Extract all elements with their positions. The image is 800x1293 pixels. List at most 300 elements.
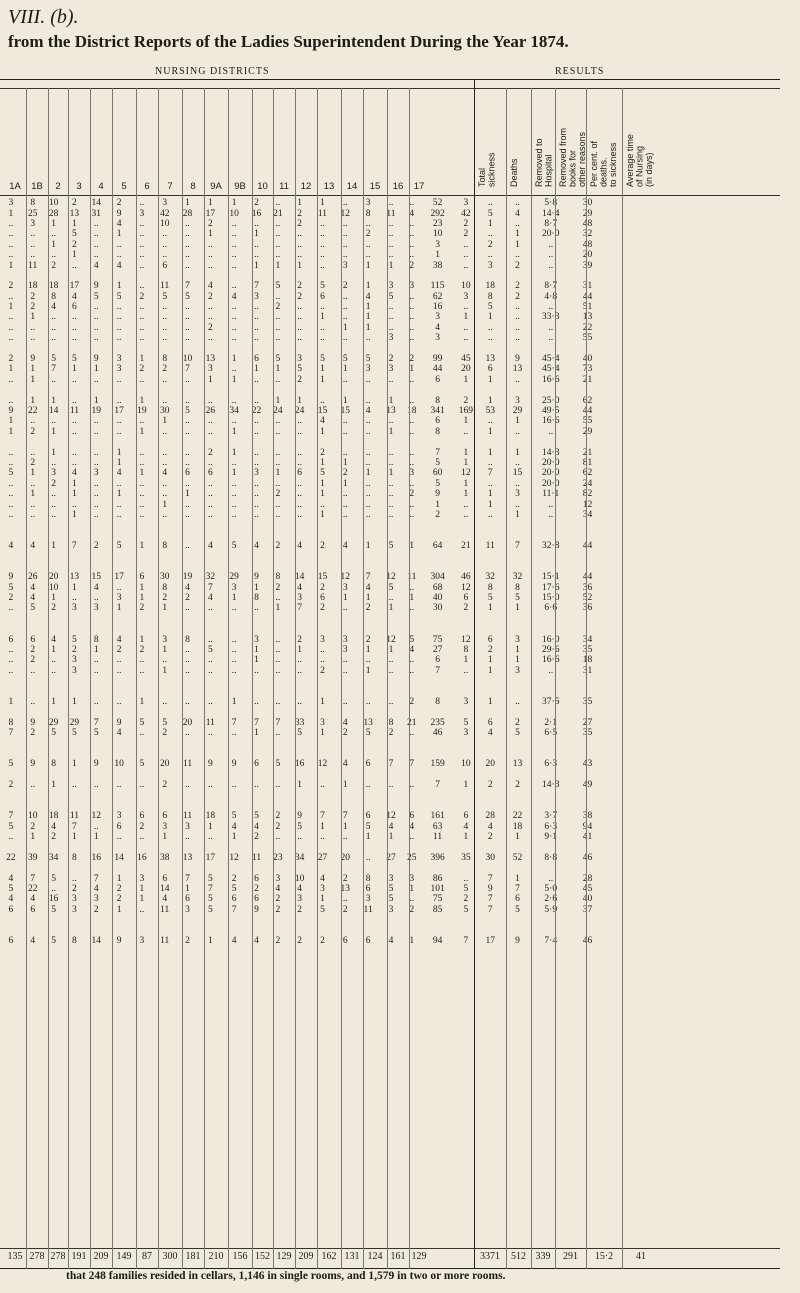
table-cell [222, 863, 246, 873]
table-cell: .. [185, 780, 190, 791]
table-cell: 6·3 [544, 759, 558, 770]
table-cell [131, 842, 153, 852]
table-cell [85, 551, 107, 561]
table-cell: 1 [162, 603, 168, 614]
table-cell: 6 [487, 717, 493, 728]
table-cell: .. [275, 374, 281, 385]
table-cell [222, 551, 246, 561]
table-cell [569, 738, 607, 748]
table-cell [222, 749, 246, 759]
table-cell: 6 [231, 894, 237, 905]
table-cell: .. [139, 322, 145, 333]
table-cell: .. [365, 457, 371, 468]
table-cell: 7 [275, 717, 281, 728]
table-cell: .. [409, 333, 415, 344]
table-cell: .. [275, 291, 281, 302]
table-cell: 8 [435, 426, 440, 437]
table-cell: 28 [182, 208, 193, 219]
table-cell: 3 [162, 821, 168, 832]
table-cell: .. [275, 239, 281, 250]
table-cell: .. [515, 457, 520, 468]
table-cell: 4 [388, 935, 394, 946]
table-cell: .. [51, 374, 56, 385]
table-cell: 1 [139, 696, 145, 707]
table-cell: 6 [162, 811, 168, 822]
table-cell: 1 [409, 883, 415, 894]
table-cell: 6·5 [544, 728, 558, 739]
table-cell: 82 [582, 489, 593, 500]
table-cell [64, 437, 86, 447]
table-cell: .. [72, 416, 77, 427]
table-cell [44, 842, 64, 852]
table-cell: .. [463, 302, 469, 313]
table-cell [569, 676, 607, 686]
table-cell: 5 [365, 821, 371, 832]
table-cell: 1 [93, 395, 99, 406]
table-cell [356, 790, 380, 800]
table-cell: 3 [139, 935, 145, 946]
table-cell [289, 863, 311, 873]
table-cell [422, 624, 454, 634]
table-cell: 16·6 [542, 655, 560, 666]
table-cell [153, 614, 177, 624]
table-cell: 2·6 [544, 894, 558, 905]
table-cell: .. [365, 655, 371, 666]
table-cell: 13 [582, 312, 593, 323]
table-cell: 25·0 [542, 395, 560, 406]
total-cell: 300 [162, 1251, 178, 1262]
table-cell: 11 [205, 717, 215, 728]
table-cell: 11 [160, 904, 170, 915]
table-cell: 48 [582, 218, 593, 229]
table-row [0, 499, 648, 509]
table-cell: .. [8, 457, 14, 468]
spacer-row [0, 801, 648, 811]
table-cell: .. [207, 499, 213, 510]
table-cell [380, 551, 402, 561]
table-cell: .. [185, 239, 190, 250]
table-cell: .. [365, 416, 371, 427]
table-cell: .. [388, 665, 394, 676]
table-cell: .. [297, 333, 303, 344]
table-cell: .. [275, 655, 281, 666]
table-cell: 4 [116, 468, 122, 479]
table-cell: 49·5 [542, 406, 560, 416]
district-header: 11 [279, 181, 289, 192]
table-cell: 2 [207, 218, 213, 229]
table-cell: 7 [409, 759, 415, 770]
table-cell: 3 [388, 873, 394, 884]
table-cell: .. [93, 302, 99, 313]
column-rule [228, 88, 229, 1269]
table-cell [44, 437, 64, 447]
table-cell: .. [116, 499, 122, 510]
table-cell: 1 [463, 780, 469, 791]
table-row [0, 302, 648, 312]
table-cell [422, 343, 454, 353]
table-cell: .. [342, 229, 348, 240]
results-section-heading: RESULTS [555, 66, 605, 77]
table-cell: 6 [487, 634, 493, 645]
table-cell: 1 [388, 603, 394, 614]
table-cell [246, 437, 267, 447]
table-cell: 1 [116, 873, 122, 884]
table-cell: .. [116, 655, 122, 666]
table-cell: .. [51, 333, 56, 344]
table-cell: 2 [463, 229, 469, 240]
table-cell: 6 [185, 894, 190, 905]
table-cell [533, 915, 569, 925]
table-cell: 7 [487, 894, 493, 905]
table-cell [478, 686, 502, 696]
table-cell: .. [116, 832, 122, 843]
table-cell: 11 [485, 541, 495, 552]
table-cell: 20 [582, 250, 593, 261]
table-cell: 19 [182, 572, 193, 583]
table-cell: 115 [430, 281, 445, 292]
table-cell: 2 [139, 291, 145, 302]
table-cell: .. [515, 696, 520, 707]
table-cell [64, 531, 86, 541]
spacer-row [0, 738, 648, 748]
table-cell: 29 [582, 426, 593, 437]
table-cell: 161 [430, 811, 445, 822]
table-cell: 1 [51, 780, 56, 791]
table-cell: .. [30, 322, 36, 333]
table-cell [246, 271, 267, 281]
table-cell: 4 [409, 208, 415, 219]
table-cell: 2 [30, 644, 36, 655]
table-cell: 1 [30, 364, 36, 375]
table-cell: 15 [91, 572, 101, 583]
table-cell [153, 343, 177, 353]
table-cell: 6 [254, 759, 259, 770]
result-header: Per cent. of deaths. to sickness [589, 140, 618, 187]
table-cell: 2 [254, 198, 259, 209]
footnote: that 248 families resided in cellars, 1,146 in single rooms, and 1,579 in two or more rooms. [66, 1270, 506, 1282]
table-cell [0, 915, 22, 925]
district-header: 5 [121, 181, 127, 192]
table-cell: 14 [48, 406, 59, 416]
table-cell: .. [254, 499, 259, 510]
table-cell [478, 863, 502, 873]
table-cell [334, 686, 356, 696]
district-header: 3 [76, 181, 82, 192]
table-cell: 1 [93, 832, 99, 843]
table-cell: 1 [72, 759, 77, 770]
table-cell: 52 [582, 593, 593, 604]
table-cell: .. [231, 728, 237, 739]
table-cell: 20 [182, 717, 193, 728]
table-cell: 34 [582, 509, 593, 520]
table-cell [246, 562, 267, 572]
table-cell: .. [254, 395, 259, 406]
table-cell [453, 520, 478, 530]
table-cell: 4 [365, 406, 371, 416]
table-cell [334, 562, 356, 572]
table-cell: .. [388, 780, 394, 791]
table-cell: 3 [116, 593, 122, 604]
table-cell: 4 [254, 541, 259, 552]
table-cell: 2 [342, 728, 348, 739]
table-cell [422, 520, 454, 530]
table-cell: .. [185, 312, 190, 323]
table-cell [311, 801, 335, 811]
table-cell: 30 [432, 603, 443, 614]
table-cell [267, 769, 289, 779]
table-cell: 2 [487, 239, 493, 250]
table-row [0, 821, 648, 831]
table-cell [131, 551, 153, 561]
table-cell [222, 769, 246, 779]
table-cell: 9 [435, 489, 440, 500]
table-cell [64, 624, 86, 634]
table-cell: 73 [582, 364, 593, 375]
table-cell: 1 [231, 374, 237, 385]
table-cell: .. [342, 291, 348, 302]
table-cell: 17 [205, 852, 216, 863]
table-cell: 1 [515, 239, 520, 250]
table-cell: .. [548, 322, 554, 333]
table-cell: 2 [275, 489, 281, 500]
table-row [0, 541, 648, 551]
table-cell: .. [72, 593, 77, 604]
spacer-row [0, 925, 648, 935]
table-cell: 13 [182, 852, 193, 863]
table-cell: .. [297, 426, 303, 437]
table-cell [453, 676, 478, 686]
table-cell: 32 [512, 572, 523, 583]
table-cell: 5 [275, 759, 281, 770]
table-cell [107, 385, 131, 395]
table-cell [422, 863, 454, 873]
table-cell: 2 [515, 260, 520, 271]
table-cell: .. [297, 665, 303, 676]
table-cell: 2 [463, 395, 469, 406]
table-cell [222, 624, 246, 634]
district-header: 2 [55, 181, 61, 192]
table-cell [177, 343, 199, 353]
table-cell [222, 686, 246, 696]
table-cell: 8 [8, 717, 14, 728]
table-cell: 1 [342, 322, 348, 333]
table-row [0, 198, 648, 208]
table-cell: .. [275, 780, 281, 791]
table-cell [222, 520, 246, 530]
table-cell [222, 614, 246, 624]
table-cell: .. [275, 728, 281, 739]
table-cell [107, 925, 131, 935]
table-cell: .. [207, 250, 213, 261]
table-cell [267, 686, 289, 696]
table-cell [64, 801, 86, 811]
table-cell: .. [207, 302, 213, 313]
table-cell: .. [254, 457, 259, 468]
table-cell: 1 [51, 696, 56, 707]
table-cell: .. [185, 696, 190, 707]
table-cell: 12 [582, 499, 593, 510]
table-cell: .. [548, 665, 554, 676]
table-cell [0, 769, 22, 779]
table-cell: 2 [320, 665, 325, 676]
table-cell: 5·9 [544, 904, 558, 915]
table-cell: .. [320, 229, 325, 240]
table-cell: .. [72, 447, 77, 458]
table-row [0, 697, 648, 707]
district-header: 17 [413, 181, 425, 192]
table-cell [356, 707, 380, 717]
table-cell: .. [116, 302, 122, 313]
table-cell: 3 [297, 593, 303, 604]
table-cell [246, 738, 267, 748]
table-cell: 6 [365, 935, 371, 946]
table-cell: .. [207, 457, 213, 468]
table-cell: .. [388, 499, 394, 510]
table-cell: 5 [207, 873, 213, 884]
table-cell: 4 [231, 821, 237, 832]
table-cell [380, 769, 402, 779]
table-cell: 5 [231, 541, 237, 552]
column-rule [531, 88, 532, 1269]
table-cell: 40 [582, 894, 593, 905]
table-cell: 1 [409, 364, 415, 375]
table-cell: 3 [365, 364, 371, 375]
table-cell: .. [185, 728, 190, 739]
table-cell: 12 [229, 852, 239, 863]
table-cell: .. [30, 229, 36, 240]
table-cell: .. [409, 832, 415, 843]
table-cell: 2 [342, 468, 348, 479]
table-cell [402, 925, 422, 935]
table-cell: 341 [430, 406, 445, 416]
table-cell [246, 915, 267, 925]
table-cell: 4 [320, 873, 325, 884]
table-cell [422, 707, 454, 717]
table-cell: 1 [51, 239, 56, 250]
spacer-row [0, 686, 648, 696]
table-cell [131, 925, 153, 935]
table-cell: 6 [435, 655, 440, 666]
table-cell: 15 [317, 406, 328, 416]
table-cell: .. [72, 395, 77, 406]
table-cell [267, 614, 289, 624]
table-cell [0, 385, 22, 395]
table-cell: 41 [582, 832, 593, 843]
table-cell [267, 520, 289, 530]
table-cell: 1 [231, 198, 237, 209]
table-cell: .. [72, 374, 77, 385]
table-cell: 9 [8, 572, 14, 583]
table-cell: 3 [342, 644, 348, 655]
table-cell [44, 801, 64, 811]
table-cell [422, 925, 454, 935]
table-cell: 7 [93, 873, 99, 884]
table-cell: 7 [254, 717, 259, 728]
table-cell [177, 520, 199, 530]
table-cell: .. [185, 302, 190, 313]
table-cell: 1 [297, 780, 303, 791]
table-cell [334, 749, 356, 759]
table-cell [569, 686, 607, 696]
table-cell: 6 [30, 634, 36, 645]
table-cell [422, 676, 454, 686]
column-rule [48, 88, 49, 1269]
table-cell: 304 [430, 572, 445, 583]
table-cell [198, 614, 222, 624]
table-cell: .. [320, 832, 325, 843]
table-cell [533, 551, 569, 561]
table-cell: .. [93, 593, 99, 604]
table-cell: 2 [463, 603, 469, 614]
table-cell: 1 [342, 395, 348, 406]
table-cell: 3 [297, 894, 303, 905]
table-cell [311, 614, 335, 624]
total-cell: 129 [276, 1251, 292, 1262]
table-cell: 10 [48, 198, 59, 209]
table-cell [44, 769, 64, 779]
table-cell: 7 [30, 873, 36, 884]
table-cell: .. [162, 447, 168, 458]
table-cell: 2 [297, 208, 303, 219]
table-row [0, 728, 648, 738]
table-cell: .. [231, 281, 237, 292]
table-cell [222, 842, 246, 852]
table-cell: 2 [297, 935, 303, 946]
table-cell: .. [30, 416, 36, 427]
table-cell: 6 [435, 374, 440, 385]
table-cell [380, 531, 402, 541]
table-cell: .. [185, 665, 190, 676]
table-cell: 9 [116, 935, 122, 946]
table-cell [153, 925, 177, 935]
table-cell: .. [72, 873, 77, 884]
table-cell [311, 842, 335, 852]
table-cell: 5 [51, 904, 56, 915]
table-cell: .. [51, 322, 56, 333]
table-cell: 34 [48, 852, 59, 863]
table-cell: .. [515, 302, 520, 313]
table-cell: 1 [342, 780, 348, 791]
table-cell [289, 676, 311, 686]
table-cell: .. [409, 312, 415, 323]
table-cell [356, 271, 380, 281]
table-cell: 34 [582, 634, 593, 645]
table-cell [177, 738, 199, 748]
table-cell: 1 [51, 218, 56, 229]
table-cell: 15·0 [542, 593, 560, 604]
table-cell: 2 [185, 935, 190, 946]
table-cell [289, 551, 311, 561]
table-cell: 32·8 [542, 541, 560, 552]
table-cell: .. [185, 644, 190, 655]
table-cell: 9 [116, 717, 122, 728]
table-cell: .. [342, 447, 348, 458]
table-cell: 1 [93, 364, 99, 375]
table-cell [222, 562, 246, 572]
table-cell [153, 801, 177, 811]
table-cell: 1 [275, 468, 281, 479]
table-cell [153, 520, 177, 530]
table-cell: 2 [275, 821, 281, 832]
table-cell: .. [30, 509, 36, 520]
table-cell: 8 [162, 541, 168, 552]
table-cell: .. [8, 218, 14, 229]
table-cell: .. [116, 322, 122, 333]
table-cell [85, 271, 107, 281]
table-cell [153, 551, 177, 561]
table-cell: 11 [182, 811, 193, 822]
table-cell: 1 [463, 655, 469, 666]
